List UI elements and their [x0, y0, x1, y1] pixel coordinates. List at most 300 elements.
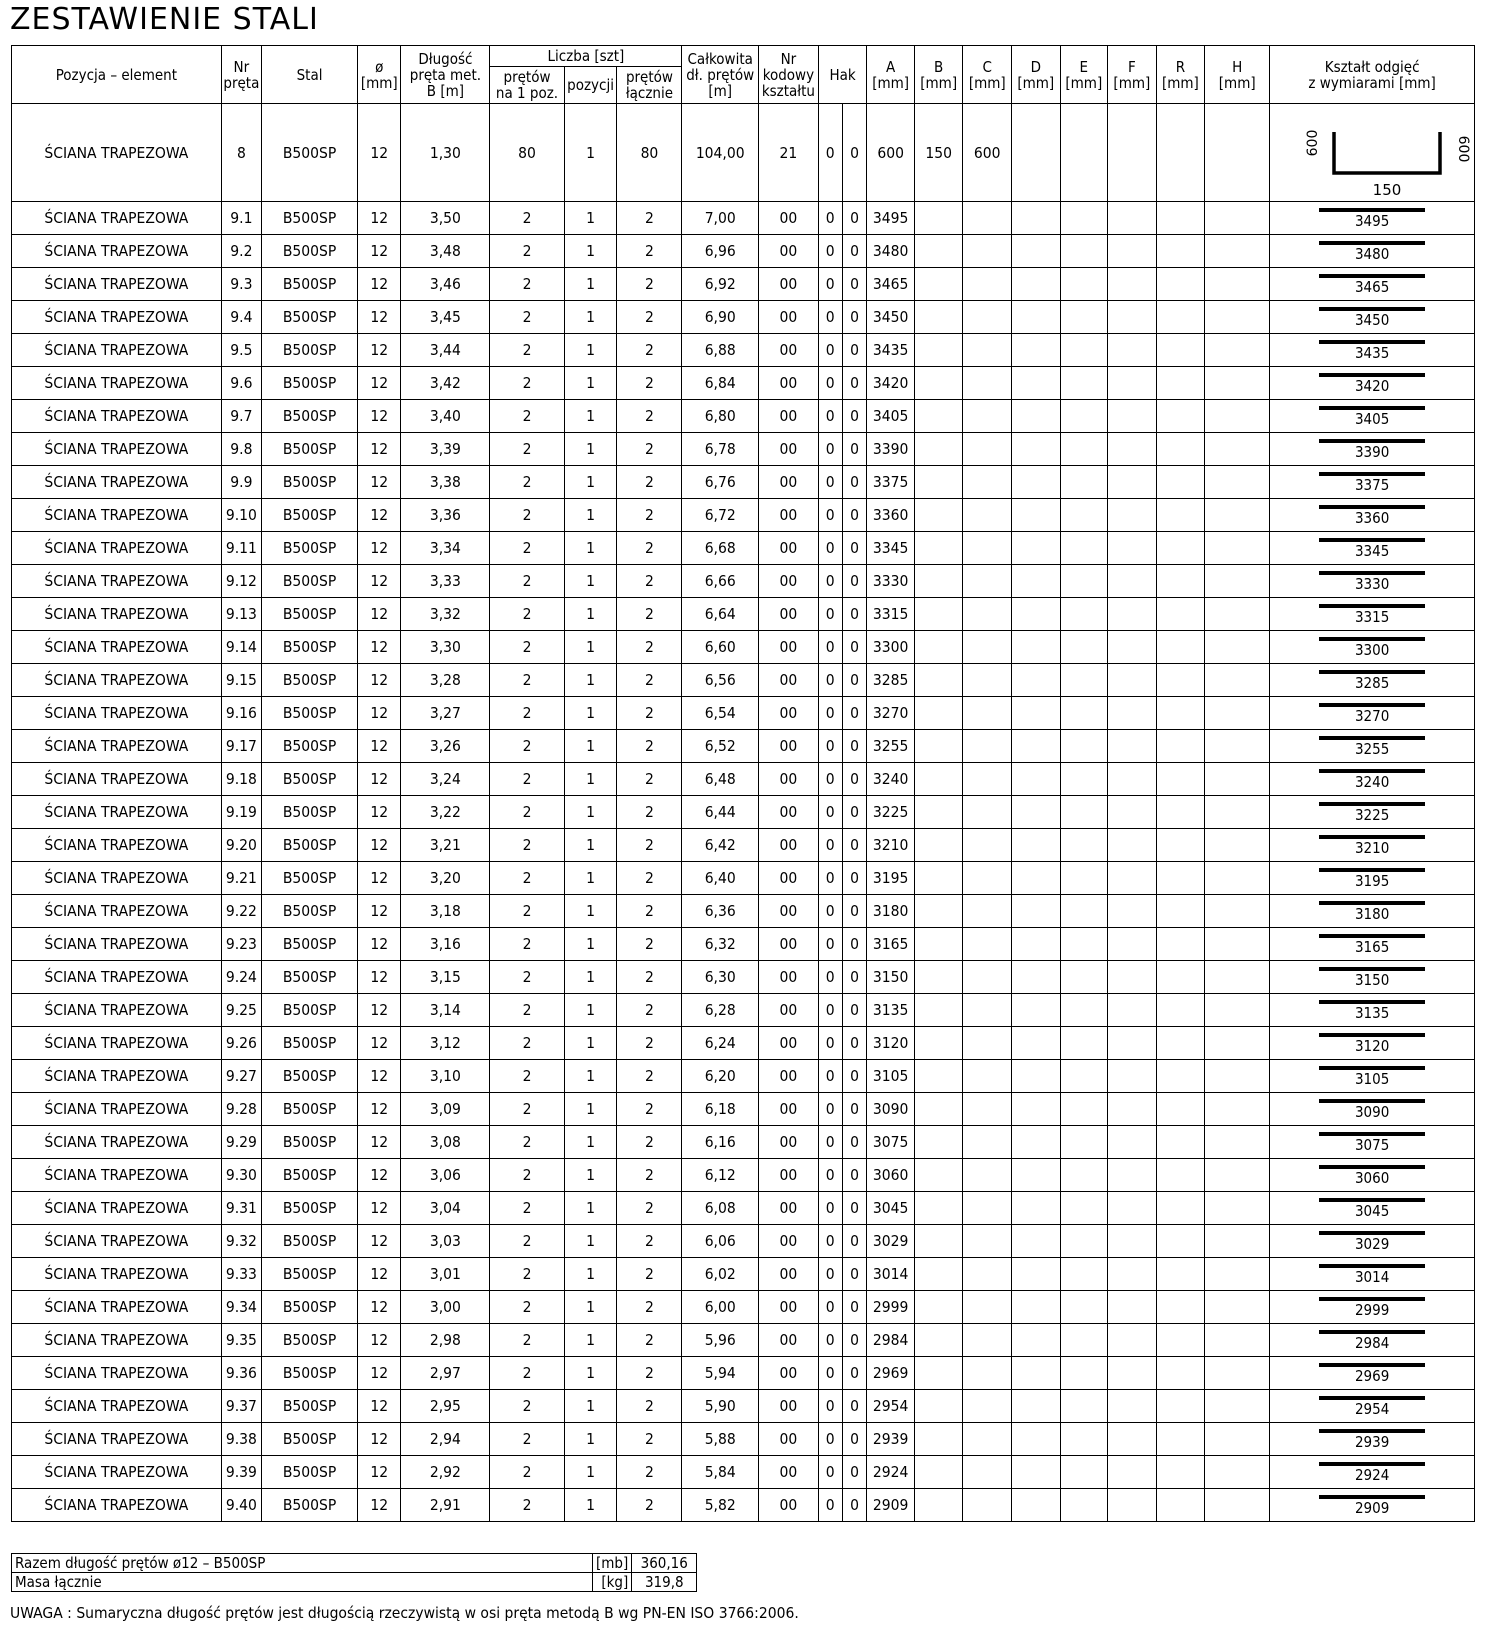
cell-E: [1060, 664, 1108, 697]
cell-hak-2: 0: [842, 862, 867, 895]
shape-length-label: 3420: [1354, 376, 1390, 395]
cell-R: [1156, 499, 1205, 532]
col-calk-l1: Całkowita: [687, 49, 753, 68]
cell-pretow-lacznie: 2: [617, 730, 682, 763]
cell-pretow-lacznie: 2: [617, 1159, 682, 1192]
cell-dlugosc: 3,18: [401, 895, 490, 928]
cell-kod: 00: [758, 202, 818, 235]
straight-bar-icon: [1319, 241, 1425, 245]
cell-stal: B500SP: [262, 994, 358, 1027]
cell-B: [914, 1291, 963, 1324]
cell-D: [1012, 202, 1061, 235]
cell-C: [963, 928, 1012, 961]
straight-bar-icon: [1319, 538, 1425, 542]
cell-A: 2924: [867, 1456, 915, 1489]
cell-C: [963, 235, 1012, 268]
cell-dlugosc: 3,50: [401, 202, 490, 235]
cell-shape: [1270, 433, 1475, 466]
cell-F: [1108, 664, 1157, 697]
table-row: [12, 1489, 1475, 1522]
cell-E: [1060, 466, 1108, 499]
cell-pozycji: 1: [564, 895, 617, 928]
table-row: [12, 433, 1475, 466]
straight-bar-icon: [1319, 1231, 1425, 1235]
cell-F: [1108, 532, 1157, 565]
cell-nr: 9.25: [221, 994, 261, 1027]
straight-bar-icon: [1319, 1264, 1425, 1268]
cell-kod: 00: [758, 367, 818, 400]
cell-H: [1205, 1291, 1270, 1324]
straight-bar-icon: [1319, 1000, 1425, 1004]
cell-D: [1012, 1423, 1061, 1456]
cell-nr: 9.5: [221, 334, 261, 367]
table-row: [12, 1390, 1475, 1423]
cell-H: [1205, 829, 1270, 862]
cell-D: [1012, 1390, 1061, 1423]
cell-dlugosc: 3,21: [401, 829, 490, 862]
cell-nr: 9.38: [221, 1423, 261, 1456]
cell-A: 2999: [867, 1291, 915, 1324]
cell-stal: B500SP: [262, 895, 358, 928]
cell-hak-2: 0: [842, 1324, 867, 1357]
cell-shape: [1270, 1390, 1475, 1423]
table-row: [12, 565, 1475, 598]
cell-calkowita: 6,44: [682, 796, 758, 829]
cell-A: 2954: [867, 1390, 915, 1423]
cell-shape: [1270, 1357, 1475, 1390]
cell-dlugosc: 3,48: [401, 235, 490, 268]
cell-B: [914, 1159, 963, 1192]
cell-hak-1: 0: [818, 1324, 842, 1357]
cell-E: [1060, 1258, 1108, 1291]
cell-H: [1205, 466, 1270, 499]
cell-F: [1108, 1159, 1157, 1192]
cell-dlugosc: 3,22: [401, 796, 490, 829]
cell-pozycji: 1: [564, 763, 617, 796]
cell-kod: 00: [758, 1060, 818, 1093]
cell-fi: 12: [358, 1489, 401, 1522]
cell-H: [1205, 763, 1270, 796]
cell-hak-2: 0: [842, 1126, 867, 1159]
cell-D: [1012, 1126, 1061, 1159]
cell-fi: 12: [358, 499, 401, 532]
cell-pozycja: ŚCIANA TRAPEZOWA: [12, 598, 222, 631]
cell-E: [1060, 565, 1108, 598]
cell-pretow-lacznie: 2: [617, 664, 682, 697]
cell-A: 3075: [867, 1126, 915, 1159]
cell-pozycja: ŚCIANA TRAPEZOWA: [12, 466, 222, 499]
col-dl-l1: Długość: [418, 49, 473, 68]
cell-pretow-na-poz: 2: [490, 268, 564, 301]
cell-D: [1012, 1192, 1061, 1225]
cell-C: [963, 1258, 1012, 1291]
cell-pretow-lacznie: 2: [617, 1423, 682, 1456]
cell-B: [914, 1390, 963, 1423]
cell-R: [1156, 928, 1205, 961]
cell-R: [1156, 466, 1205, 499]
cell-kod: 00: [758, 796, 818, 829]
footnote: UWAGA : Sumaryczna długość prętów jest długością rzeczywistą w osi pręta metodą B wg PN-EN ISO 3766:2006.: [10, 1604, 799, 1622]
cell-shape: [1270, 1489, 1475, 1522]
cell-calkowita: 6,68: [682, 532, 758, 565]
cell-hak-1: 0: [818, 895, 842, 928]
cell-hak-1: 0: [818, 664, 842, 697]
cell-pretow-na-poz: 2: [490, 994, 564, 1027]
cell-R: [1156, 1357, 1205, 1390]
shape-length-label: 3450: [1354, 310, 1390, 329]
straight-bar-icon: [1319, 835, 1425, 839]
cell-A: 3375: [867, 466, 915, 499]
cell-nr: 9.20: [221, 829, 261, 862]
cell-R: [1156, 862, 1205, 895]
cell-shape: [1270, 1027, 1475, 1060]
cell-C: [963, 1225, 1012, 1258]
cell-R: [1156, 367, 1205, 400]
cell-hak-1: 0: [818, 598, 842, 631]
cell-H: [1205, 532, 1270, 565]
cell-pozycji: 1: [564, 1456, 617, 1489]
cell-E: [1060, 1093, 1108, 1126]
cell-hak-2: 0: [842, 433, 867, 466]
shape-length-label: 3150: [1354, 970, 1390, 989]
cell-pretow-lacznie: 2: [617, 1192, 682, 1225]
cell-pretow-na-poz: 2: [490, 631, 564, 664]
cell-E: [1060, 961, 1108, 994]
cell-E: [1060, 301, 1108, 334]
cell-fi: 12: [358, 763, 401, 796]
cell-B: [914, 994, 963, 1027]
cell-R: [1156, 104, 1205, 202]
cell-calkowita: 6,30: [682, 961, 758, 994]
cell-D: [1012, 697, 1061, 730]
cell-nr: 9.27: [221, 1060, 261, 1093]
cell-A: 3120: [867, 1027, 915, 1060]
col-pozycji: pozycji: [564, 67, 617, 104]
cell-F: [1108, 301, 1157, 334]
cell-pretow-lacznie: 2: [617, 268, 682, 301]
col-C: [963, 46, 1012, 104]
cell-pozycji: 1: [564, 433, 617, 466]
cell-shape: [1270, 1093, 1475, 1126]
cell-H: [1205, 565, 1270, 598]
cell-A: 3495: [867, 202, 915, 235]
cell-pozycja: ŚCIANA TRAPEZOWA: [12, 367, 222, 400]
cell-E: [1060, 796, 1108, 829]
cell-hak-2: 0: [842, 565, 867, 598]
cell-C: [963, 433, 1012, 466]
col-E: [1060, 46, 1108, 104]
cell-dlugosc: 2,95: [401, 1390, 490, 1423]
cell-B: [914, 1357, 963, 1390]
u-shape-icon: [1287, 107, 1472, 199]
cell-A: 3420: [867, 367, 915, 400]
cell-F: [1108, 433, 1157, 466]
cell-nr: 9.36: [221, 1357, 261, 1390]
cell-nr: 9.1: [221, 202, 261, 235]
cell-F: [1108, 235, 1157, 268]
cell-pozycja: ŚCIANA TRAPEZOWA: [12, 565, 222, 598]
cell-stal: B500SP: [262, 862, 358, 895]
cell-B: [914, 433, 963, 466]
cell-pozycja: ŚCIANA TRAPEZOWA: [12, 1291, 222, 1324]
straight-bar-icon: [1319, 1330, 1425, 1334]
cell-calkowita: 6,76: [682, 466, 758, 499]
cell-stal: B500SP: [262, 697, 358, 730]
cell-calkowita: 6,28: [682, 994, 758, 1027]
cell-hak-1: 0: [818, 1390, 842, 1423]
straight-bar-icon: [1319, 208, 1425, 212]
cell-F: [1108, 829, 1157, 862]
col-R-l1: R: [1175, 57, 1186, 76]
cell-D: [1012, 598, 1061, 631]
cell-D: [1012, 928, 1061, 961]
cell-stal: B500SP: [262, 1258, 358, 1291]
cell-E: [1060, 1324, 1108, 1357]
table-row: [12, 730, 1475, 763]
cell-E: [1060, 1060, 1108, 1093]
cell-C: [963, 730, 1012, 763]
cell-hak-1: 0: [818, 994, 842, 1027]
cell-stal: B500SP: [262, 202, 358, 235]
cell-fi: 12: [358, 334, 401, 367]
cell-stal: B500SP: [262, 961, 358, 994]
cell-pretow-lacznie: 2: [617, 499, 682, 532]
straight-bar-icon: [1319, 505, 1425, 509]
col-R: [1156, 46, 1205, 104]
cell-stal: B500SP: [262, 334, 358, 367]
cell-B: [914, 532, 963, 565]
cell-nr: 8: [221, 104, 261, 202]
cell-A: 3240: [867, 763, 915, 796]
col-kod-l3: kształtu: [761, 81, 815, 100]
cell-E: [1060, 994, 1108, 1027]
table-row: [12, 1159, 1475, 1192]
cell-A: 3090: [867, 1093, 915, 1126]
cell-stal: B500SP: [262, 104, 358, 202]
cell-pozycji: 1: [564, 268, 617, 301]
cell-pretow-na-poz: 2: [490, 400, 564, 433]
cell-fi: 12: [358, 796, 401, 829]
cell-pozycja: ŚCIANA TRAPEZOWA: [12, 796, 222, 829]
cell-shape: [1270, 367, 1475, 400]
cell-shape: [1270, 994, 1475, 1027]
cell-shape: [1270, 1423, 1475, 1456]
cell-hak-2: 0: [842, 961, 867, 994]
shape-length-label: 3180: [1354, 904, 1390, 923]
cell-kod: 00: [758, 1192, 818, 1225]
cell-B: [914, 367, 963, 400]
cell-shape: [1270, 928, 1475, 961]
cell-pretow-lacznie: 2: [617, 1456, 682, 1489]
cell-kod: 00: [758, 829, 818, 862]
cell-R: [1156, 565, 1205, 598]
cell-kod: 00: [758, 334, 818, 367]
cell-C: [963, 1060, 1012, 1093]
cell-shape: [1270, 202, 1475, 235]
cell-kod: 00: [758, 994, 818, 1027]
cell-hak-1: 0: [818, 928, 842, 961]
cell-hak-2: 0: [842, 1093, 867, 1126]
straight-bar-icon: [1319, 1429, 1425, 1433]
cell-B: [914, 1324, 963, 1357]
cell-hak-1: 0: [818, 499, 842, 532]
cell-fi: 12: [358, 268, 401, 301]
cell-R: [1156, 763, 1205, 796]
table-row: [12, 664, 1475, 697]
cell-D: [1012, 664, 1061, 697]
cell-hak-1: 0: [818, 1291, 842, 1324]
table-row: [12, 598, 1475, 631]
cell-fi: 12: [358, 1324, 401, 1357]
cell-pretow-lacznie: 2: [617, 1027, 682, 1060]
cell-hak-2: 0: [842, 928, 867, 961]
cell-shape: [1270, 334, 1475, 367]
cell-pretow-na-poz: 2: [490, 796, 564, 829]
cell-shape: [1270, 961, 1475, 994]
cell-B: [914, 235, 963, 268]
table-row: [12, 400, 1475, 433]
cell-C: [963, 1093, 1012, 1126]
cell-B: [914, 1258, 963, 1291]
cell-F: [1108, 598, 1157, 631]
cell-A: 3029: [867, 1225, 915, 1258]
cell-fi: 12: [358, 532, 401, 565]
cell-pozycja: ŚCIANA TRAPEZOWA: [12, 895, 222, 928]
cell-calkowita: 5,96: [682, 1324, 758, 1357]
shape-length-label: 3345: [1354, 541, 1390, 560]
cell-fi: 12: [358, 1423, 401, 1456]
cell-B: [914, 664, 963, 697]
cell-kod: 00: [758, 466, 818, 499]
cell-stal: B500SP: [262, 499, 358, 532]
cell-pozycja: ŚCIANA TRAPEZOWA: [12, 1423, 222, 1456]
table-row: [12, 1126, 1475, 1159]
cell-A: 3225: [867, 796, 915, 829]
col-kod: [758, 46, 818, 104]
col-pr1-l1: prętów: [503, 68, 551, 86]
cell-nr: 9.35: [221, 1324, 261, 1357]
cell-kod: 00: [758, 1225, 818, 1258]
straight-bar-icon: [1319, 406, 1425, 410]
cell-calkowita: 6,08: [682, 1192, 758, 1225]
cell-H: [1205, 433, 1270, 466]
cell-dlugosc: 3,27: [401, 697, 490, 730]
cell-H: [1205, 1390, 1270, 1423]
cell-stal: B500SP: [262, 631, 358, 664]
cell-hak-1: 0: [818, 235, 842, 268]
shape-length-label: 3120: [1354, 1036, 1390, 1055]
cell-D: [1012, 301, 1061, 334]
shape-length-label: 3315: [1354, 607, 1390, 626]
cell-calkowita: 6,06: [682, 1225, 758, 1258]
cell-F: [1108, 1324, 1157, 1357]
shape-length-label: 3360: [1354, 508, 1390, 527]
cell-shape: [1270, 730, 1475, 763]
cell-shape: [1270, 796, 1475, 829]
cell-B: [914, 268, 963, 301]
cell-A: 3135: [867, 994, 915, 1027]
cell-calkowita: 6,12: [682, 1159, 758, 1192]
cell-R: [1156, 1192, 1205, 1225]
cell-A: 3480: [867, 235, 915, 268]
table-row: [12, 1258, 1475, 1291]
cell-hak-2: 0: [842, 499, 867, 532]
cell-H: [1205, 1489, 1270, 1522]
col-D: [1012, 46, 1061, 104]
col-nr: [221, 46, 261, 104]
cell-E: [1060, 1192, 1108, 1225]
cell-shape: [1270, 1258, 1475, 1291]
cell-R: [1156, 1258, 1205, 1291]
cell-shape: [1270, 1324, 1475, 1357]
cell-stal: B500SP: [262, 400, 358, 433]
shape-length-label: 3270: [1354, 706, 1390, 725]
cell-R: [1156, 829, 1205, 862]
cell-calkowita: 6,40: [682, 862, 758, 895]
cell-H: [1205, 367, 1270, 400]
cell-pretow-na-poz: 2: [490, 1357, 564, 1390]
cell-kod: 00: [758, 532, 818, 565]
cell-dlugosc: 3,12: [401, 1027, 490, 1060]
straight-bar-icon: [1319, 472, 1425, 476]
cell-hak-1: 0: [818, 202, 842, 235]
cell-hak-1: 0: [818, 1192, 842, 1225]
cell-hak-1: 0: [818, 565, 842, 598]
cell-pozycja: ŚCIANA TRAPEZOWA: [12, 862, 222, 895]
cell-stal: B500SP: [262, 928, 358, 961]
table-row: [12, 466, 1475, 499]
cell-F: [1108, 1291, 1157, 1324]
table-row: [12, 104, 1475, 202]
cell-D: [1012, 1027, 1061, 1060]
cell-hak-1: 0: [818, 1456, 842, 1489]
cell-E: [1060, 400, 1108, 433]
straight-bar-icon: [1319, 703, 1425, 707]
cell-shape: [1270, 268, 1475, 301]
cell-C: [963, 829, 1012, 862]
cell-A: 2939: [867, 1423, 915, 1456]
shape-length-label: 3029: [1354, 1234, 1390, 1253]
cell-D: [1012, 1093, 1061, 1126]
cell-pretow-lacznie: 2: [617, 1489, 682, 1522]
cell-dlugosc: 3,26: [401, 730, 490, 763]
cell-B: [914, 895, 963, 928]
cell-pozycja: ŚCIANA TRAPEZOWA: [12, 994, 222, 1027]
cell-pretow-na-poz: 2: [490, 1126, 564, 1159]
cell-kod: 00: [758, 499, 818, 532]
cell-D: [1012, 763, 1061, 796]
cell-B: [914, 499, 963, 532]
cell-E: [1060, 1291, 1108, 1324]
cell-H: [1205, 961, 1270, 994]
shape-length-label: 3045: [1354, 1201, 1390, 1220]
cell-R: [1156, 1423, 1205, 1456]
cell-R: [1156, 1027, 1205, 1060]
straight-bar-icon: [1319, 1462, 1425, 1466]
cell-H: [1205, 631, 1270, 664]
cell-pozycji: 1: [564, 400, 617, 433]
cell-C: [963, 334, 1012, 367]
table-row: [12, 1456, 1475, 1489]
cell-dlugosc: 3,28: [401, 664, 490, 697]
cell-pretow-na-poz: 2: [490, 697, 564, 730]
cell-pretow-lacznie: 2: [617, 334, 682, 367]
cell-pozycja: ŚCIANA TRAPEZOWA: [12, 433, 222, 466]
cell-pozycji: 1: [564, 697, 617, 730]
cell-hak-1: 0: [818, 104, 842, 202]
cell-E: [1060, 697, 1108, 730]
cell-R: [1156, 697, 1205, 730]
